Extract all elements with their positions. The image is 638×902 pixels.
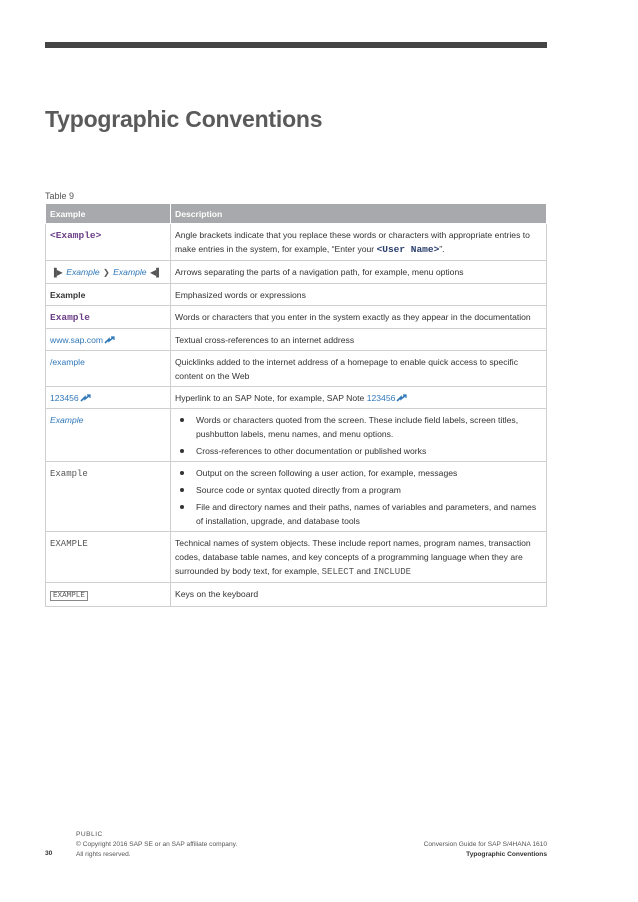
example-cell: [46, 329, 171, 351]
nav-path-part: Example: [113, 267, 147, 277]
description-cell: [171, 224, 547, 261]
sap-note-inline-link[interactable]: 123456: [366, 393, 396, 403]
quicklink-example[interactable]: /example: [50, 357, 85, 367]
technical-name-example: EXAMPLE: [50, 539, 88, 549]
description-cell: Arrows separating the parts of a navigation path, for example, menu options: [171, 261, 547, 284]
description-cell: Keys on the keyboard: [171, 583, 547, 607]
example-cell: Example: [46, 284, 171, 306]
description-cell: Quicklinks added to the internet address of a homepage to enable quick access to specific content on the Web: [171, 351, 547, 387]
description-text: and: [354, 566, 374, 576]
page-title: Typographic Conventions: [45, 106, 323, 132]
user-name-code: <User Name>: [376, 244, 440, 255]
description-text: Technical names of system objects. These include report names, program names, transaction codes, database table names, and key concepts of a programming language when they are surrounded by body text, for example,: [175, 538, 531, 576]
table-row: [46, 224, 547, 261]
table-row: [46, 329, 547, 351]
table-row: [46, 583, 547, 607]
description-text: Hyperlink to an SAP Note, for example, SAP Note: [175, 393, 367, 403]
nav-end-arrow-icon: ◀▌: [149, 268, 162, 277]
exact-input-example: Example: [50, 312, 90, 323]
section-title: Typographic Conventions: [466, 851, 547, 858]
top-rule: [45, 42, 547, 48]
description-cell: Textual cross-references to an internet address: [171, 329, 547, 351]
example-cell: [46, 387, 171, 409]
classification-label: PUBLIC: [76, 831, 103, 838]
sap-note-link[interactable]: 123456: [50, 393, 79, 403]
guide-title: Conversion Guide for SAP S/4HANA 1610: [423, 841, 547, 848]
example-cell: [46, 261, 171, 284]
example-cell: [46, 224, 171, 261]
select-code: SELECT: [321, 567, 355, 577]
description-cell: [171, 532, 547, 583]
table-row: [46, 409, 547, 462]
keyboard-key-example: EXAMPLE: [50, 591, 88, 601]
list-item: Words or characters quoted from the screen. These include field labels, screen titles, pushbutton labels, menu names, and menu options.: [175, 413, 542, 441]
footer-left: [76, 830, 237, 860]
external-link-icon: [104, 336, 115, 344]
table-row: [46, 351, 547, 387]
example-cell: [46, 583, 171, 607]
external-link-icon: [396, 394, 407, 402]
copyright-text: © Copyright 2016 SAP SE or an SAP affiliate company.: [76, 841, 238, 848]
description-cell: [171, 409, 547, 462]
rights-text: All rights reserved.: [76, 851, 131, 858]
table-row: [46, 462, 547, 532]
page-number: 30: [45, 850, 53, 857]
example-cell: [46, 409, 171, 462]
description-text: Angle brackets indicate that you replace these words or characters with appropriate entries to make entries in the system, for example, “Enter your: [175, 230, 530, 254]
header-description: Description: [171, 204, 547, 224]
list-item: Source code or syntax quoted directly from a program: [175, 483, 542, 497]
list-item: File and directory names and their paths, names of variables and parameters, and names of installation, upgrade, and database tools: [175, 500, 542, 528]
example-cell: [46, 351, 171, 387]
angle-bracket-example: <Example>: [50, 230, 102, 241]
example-cell: [46, 532, 171, 583]
url-link[interactable]: www.sap.com: [50, 335, 104, 345]
conventions-table: [45, 203, 547, 607]
include-code: INCLUDE: [373, 567, 411, 577]
screen-text-example: Example: [50, 415, 84, 425]
table-row: [46, 387, 547, 409]
example-cell: [46, 306, 171, 329]
nav-separator-arrow-icon: ❯: [103, 268, 110, 277]
nav-start-arrow-icon: ▐▶: [51, 268, 63, 277]
table-header-row: [46, 204, 547, 224]
list-item: Output on the screen following a user action, for example, messages: [175, 466, 542, 480]
example-cell: [46, 462, 171, 532]
table-row: [46, 306, 547, 329]
header-example: Example: [46, 204, 171, 224]
external-link-icon: [80, 394, 91, 402]
bullet-list: [175, 413, 542, 458]
description-cell: Words or characters that you enter in the system exactly as they appear in the documentation: [171, 306, 547, 329]
bullet-list: [175, 466, 542, 528]
description-text-end: ”.: [439, 244, 445, 254]
description-cell: [171, 387, 547, 409]
nav-path-part: Example: [66, 267, 100, 277]
list-item: Cross-references to other documentation or published works: [175, 444, 542, 458]
description-cell: [171, 462, 547, 532]
table-caption: Table 9: [45, 191, 75, 201]
footer-right: [424, 840, 547, 860]
output-example: Example: [50, 469, 88, 479]
description-cell: Emphasized words or expressions: [171, 284, 547, 306]
table-row: [46, 532, 547, 583]
table-row: [46, 261, 547, 284]
table-row: [46, 284, 547, 306]
